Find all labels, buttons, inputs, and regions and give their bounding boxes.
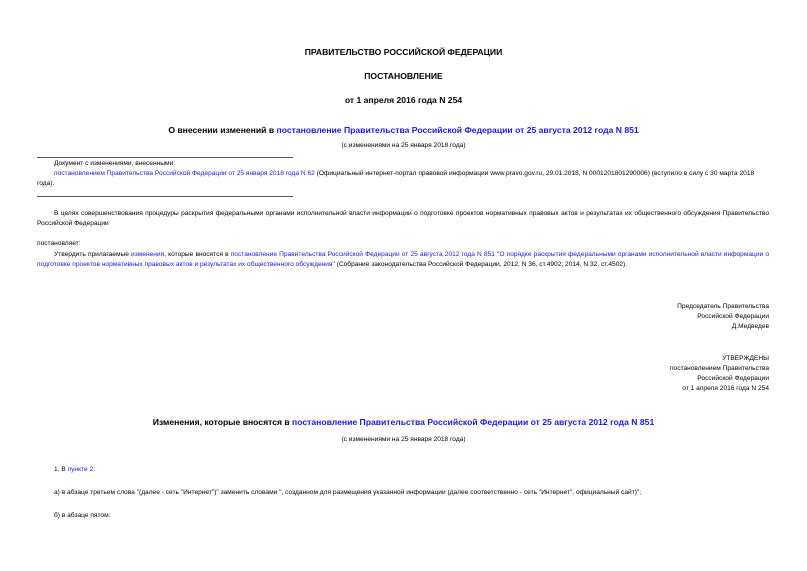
changes-link[interactable]: изменения bbox=[131, 251, 165, 258]
item-1 bbox=[54, 465, 95, 475]
approved-federation: Российской Федерации bbox=[697, 375, 769, 382]
approve-paragraph bbox=[37, 250, 769, 270]
changes-label: Документ с изменениями, внесенными: bbox=[54, 160, 176, 167]
changes-revision-note: (с изменениями на 25 января 2018 года) bbox=[341, 436, 466, 443]
signature-federation: Российской Федерации bbox=[697, 313, 769, 320]
amending-decree-link[interactable]: постановлением Правительства Российской Федерации от 25 января 2018 года N 62 bbox=[54, 170, 315, 177]
changes-title-prefix: Изменения, которые вносятся в bbox=[152, 417, 293, 427]
divider-bottom bbox=[37, 196, 293, 197]
signature-block bbox=[677, 302, 769, 332]
item-1-suffix: : bbox=[93, 466, 95, 473]
approve-text-1: Утвердить прилагаемые bbox=[54, 251, 132, 258]
title-prefix: О внесении изменений в bbox=[168, 125, 277, 135]
changes-source-rest: (Официальный интернет-портал правовой информации www.pravo.gov.ru, 29.01.2018, N 0001201801290006) (вступило в силу с 30 марта 2018 года). bbox=[37, 170, 755, 187]
item-1-prefix: 1. В bbox=[54, 466, 68, 473]
document-title bbox=[0, 125, 807, 135]
changes-title-link[interactable]: постановление Правительства Российской Федерации от 25 августа 2012 года N 851 bbox=[292, 417, 655, 427]
preamble-paragraph: В целях совершенствования процедуры раскрытия федеральными органами исполнительной власти информации о подготовке проектов нормативных правовых актов и результатах их общественного обсуждения Правительство Российской Федерации bbox=[37, 210, 769, 227]
changes-title bbox=[0, 417, 807, 427]
approved-date: от 1 апреля 2016 года N 254 bbox=[682, 385, 769, 392]
document-type: ПОСТАНОВЛЕНИЕ bbox=[364, 71, 443, 81]
approved-block bbox=[670, 354, 769, 394]
signature-title: Председатель Правительства bbox=[677, 303, 769, 310]
revision-note: (с изменениями на 25 января 2018 года) bbox=[341, 142, 466, 149]
document-date-number: от 1 апреля 2016 года N 254 bbox=[344, 95, 463, 105]
approve-text-3: (Собрание законодательства Российской Федерации, 2012, N 36, ст.4902; 2014, N 32, ст.4502). bbox=[334, 261, 628, 268]
approved-heading: УТВЕРЖДЕНЫ bbox=[722, 355, 769, 362]
item-1-link[interactable]: пункте 2 bbox=[67, 466, 94, 473]
decrees-word: постановляет: bbox=[37, 240, 81, 247]
item-a: а) в абзаце третьем слова "(далее - сеть "Интернет")" заменить словами ", созданном для размещения указанной информации (далее соответственно - сеть "Интернет", официальный сайт)"; bbox=[54, 489, 642, 496]
signature-name: Д.Медведев bbox=[731, 323, 769, 330]
divider-top bbox=[37, 157, 293, 158]
title-link[interactable]: постановление Правительства Российской Федерации от 25 августа 2012 года N 851 bbox=[276, 125, 639, 135]
item-b: б) в абзаце пятом: bbox=[54, 512, 111, 519]
approve-text-2: , которые вносятся в bbox=[164, 251, 231, 258]
changes-source bbox=[37, 169, 769, 189]
government-heading: ПРАВИТЕЛЬСТВО РОССИЙСКОЙ ФЕДЕРАЦИИ bbox=[304, 47, 503, 57]
approved-by: постановлением Правительства bbox=[669, 365, 769, 372]
decree-851-link[interactable]: постановление Правительства Российской Федерации от 25 августа 2012 года N 851 "О порядке раскрытия федеральными органами исполнительной власти информации о подготовке проектов нормативных правовых актов и результатах их общественного обсуждения" bbox=[37, 251, 769, 268]
